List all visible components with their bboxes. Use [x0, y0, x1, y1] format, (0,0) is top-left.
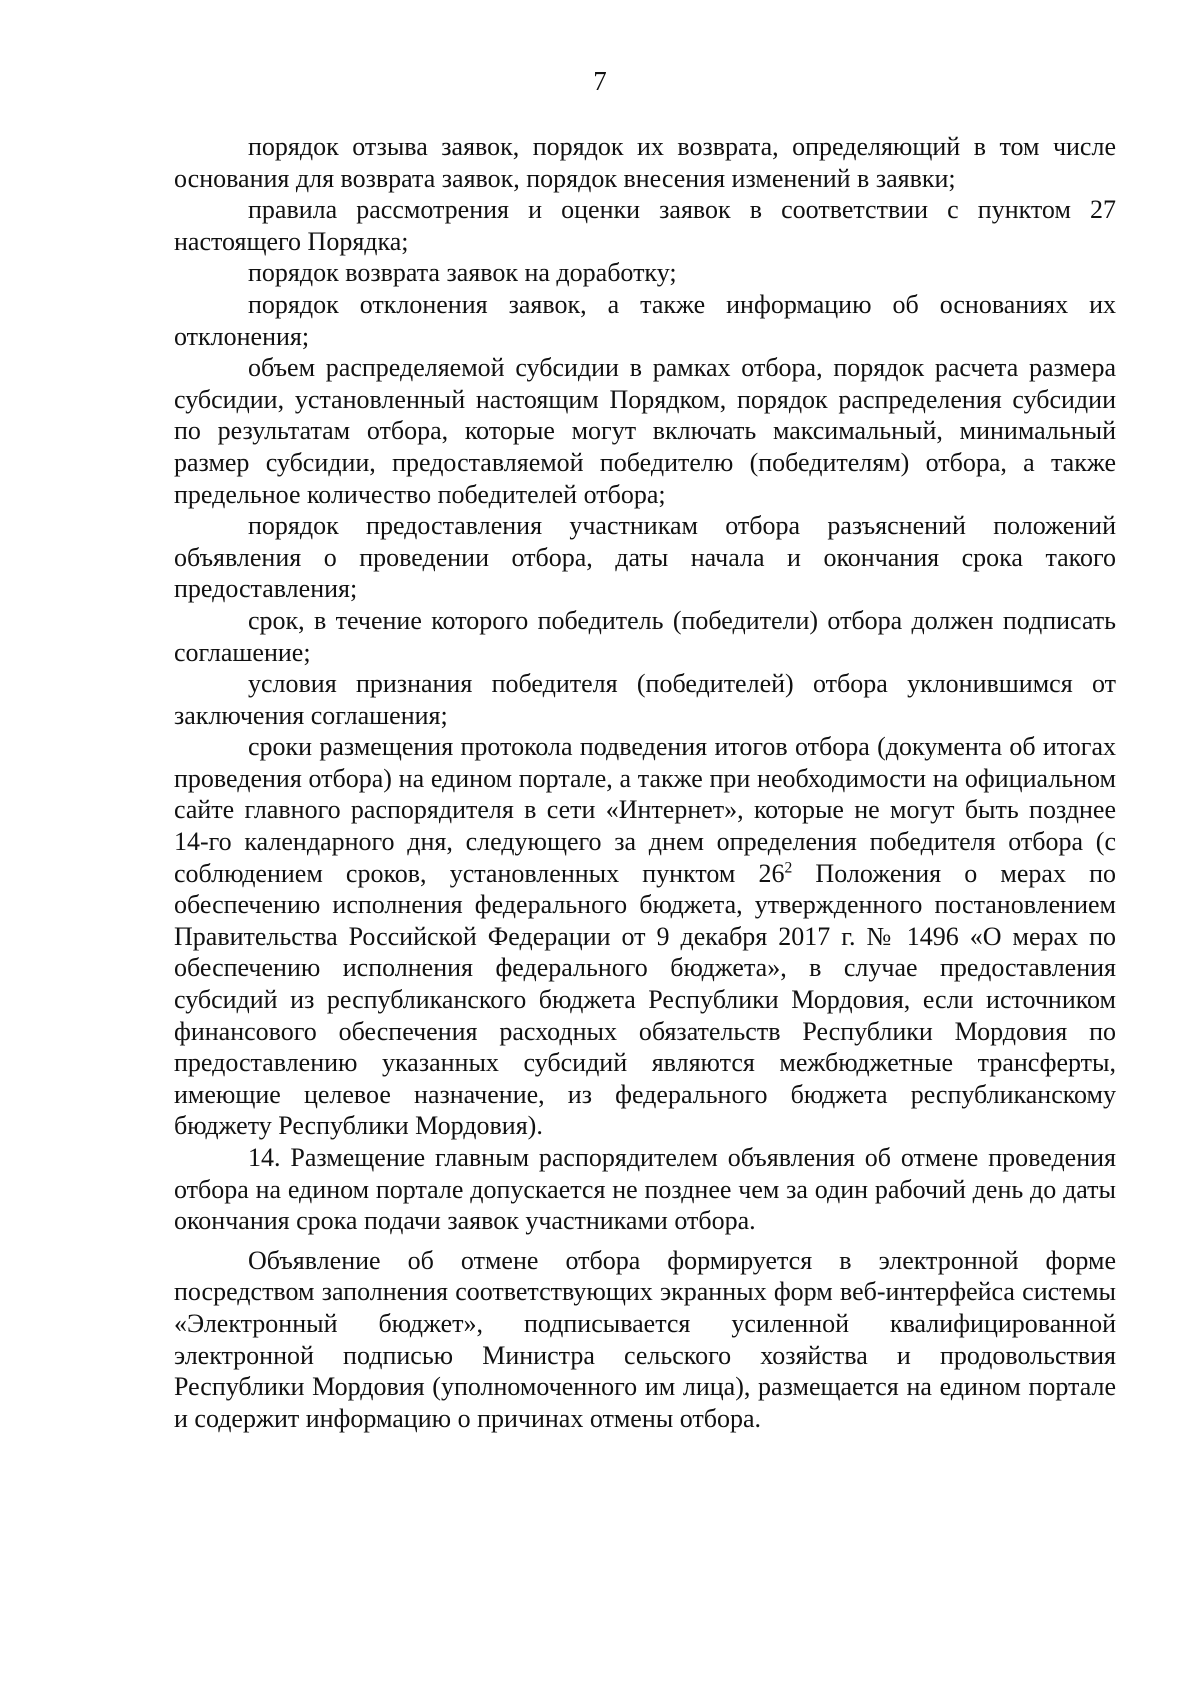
paragraph-item-14: 14. Размещение главным распорядителем объявления об отмене проведения отбора на едином портале допускается не позднее чем за один рабочий день до даты окончания срока подачи заявок участниками отбора. [174, 1143, 1116, 1236]
paragraph-withdrawal-procedure: порядок отзыва заявок, порядок их возврата, определяющий в том числе основания для возврата заявок, порядок внесения изменений в заявки; [174, 132, 1116, 193]
paragraph-evasion-conditions: условия признания победителя (победителей) отбора уклонившимся от заключения соглашения; [174, 669, 1116, 730]
document-body [174, 131, 1116, 1434]
paragraph-review-rules: правила рассмотрения и оценки заявок в соответствии с пунктом 27 настоящего Порядка; [174, 195, 1116, 256]
superscript-index: 2 [784, 859, 793, 876]
paragraph-cancellation-announcement: Объявление об отмене отбора формируется в электронной форме посредством заполнения соответствующих экранных форм веб-интерфейса системы «Электронный бюджет», подписывается усиленной квалифицированной электронной подписью Министра сельского хозяйства и продовольствия Республики Мордовия (уполномоченного им лица), размещается на едином портале и содержит информацию о причинах отмены отбора. [174, 1245, 1116, 1433]
paragraph-signing-term: срок, в течение которого победитель (победители) отбора должен подписать соглашение; [174, 605, 1116, 667]
paragraph-clarifications: порядок предоставления участникам отбора разъяснений положений объявления о проведении отбора, даты начала и окончания срока такого предоставления; [174, 511, 1116, 604]
paragraph-protocol-terms [174, 731, 1116, 1142]
paragraph-subsidy-volume: объем распределяемой субсидии в рамках отбора, порядок расчета размера субсидии, установленный настоящим Порядком, порядок распределения субсидии по результатам отбора, которые могут включать максимальный, минимальный размер субсидии, предоставляемой победителю (победителям) отбора, а также предельное количество победителей отбора; [174, 353, 1116, 509]
paragraph-return-for-revision: порядок возврата заявок на доработку; [248, 258, 677, 288]
paragraph-rejection-procedure: порядок отклонения заявок, а также информацию об основаниях их отклонения; [174, 289, 1116, 351]
protocol-terms-text-before: сроки размещения протокола подведения итогов отбора (документа об итогах проведения отбора) на едином портале, а также при необходимости на официальном сайте главного распорядителя в сети «Интернет», которые не могут быть позднее 14-го календарного дня, следующего за днем определения победителя отбора (с соблюдением сроков, установленных пунктом 26 [174, 732, 1116, 888]
protocol-terms-text-after: Положения о мерах по обеспечению исполнения федерального бюджета, утвержденного постановлением Правительства Российской Федерации от 9 декабря 2017 г. № 1496 «О мерах по обеспечению исполнения федерального бюджета», в случае предоставления субсидий из республиканского бюджета Республики Мордовия, если источником финансового обеспечения расходных обязательств Республики Мордовия по предоставлению указанных субсидий являются межбюджетные трансферты, имеющие целевое назначение, из федерального бюджета республиканскому бюджету Республики Мордовия). [174, 858, 1117, 1141]
page-number: 7 [593, 66, 607, 96]
